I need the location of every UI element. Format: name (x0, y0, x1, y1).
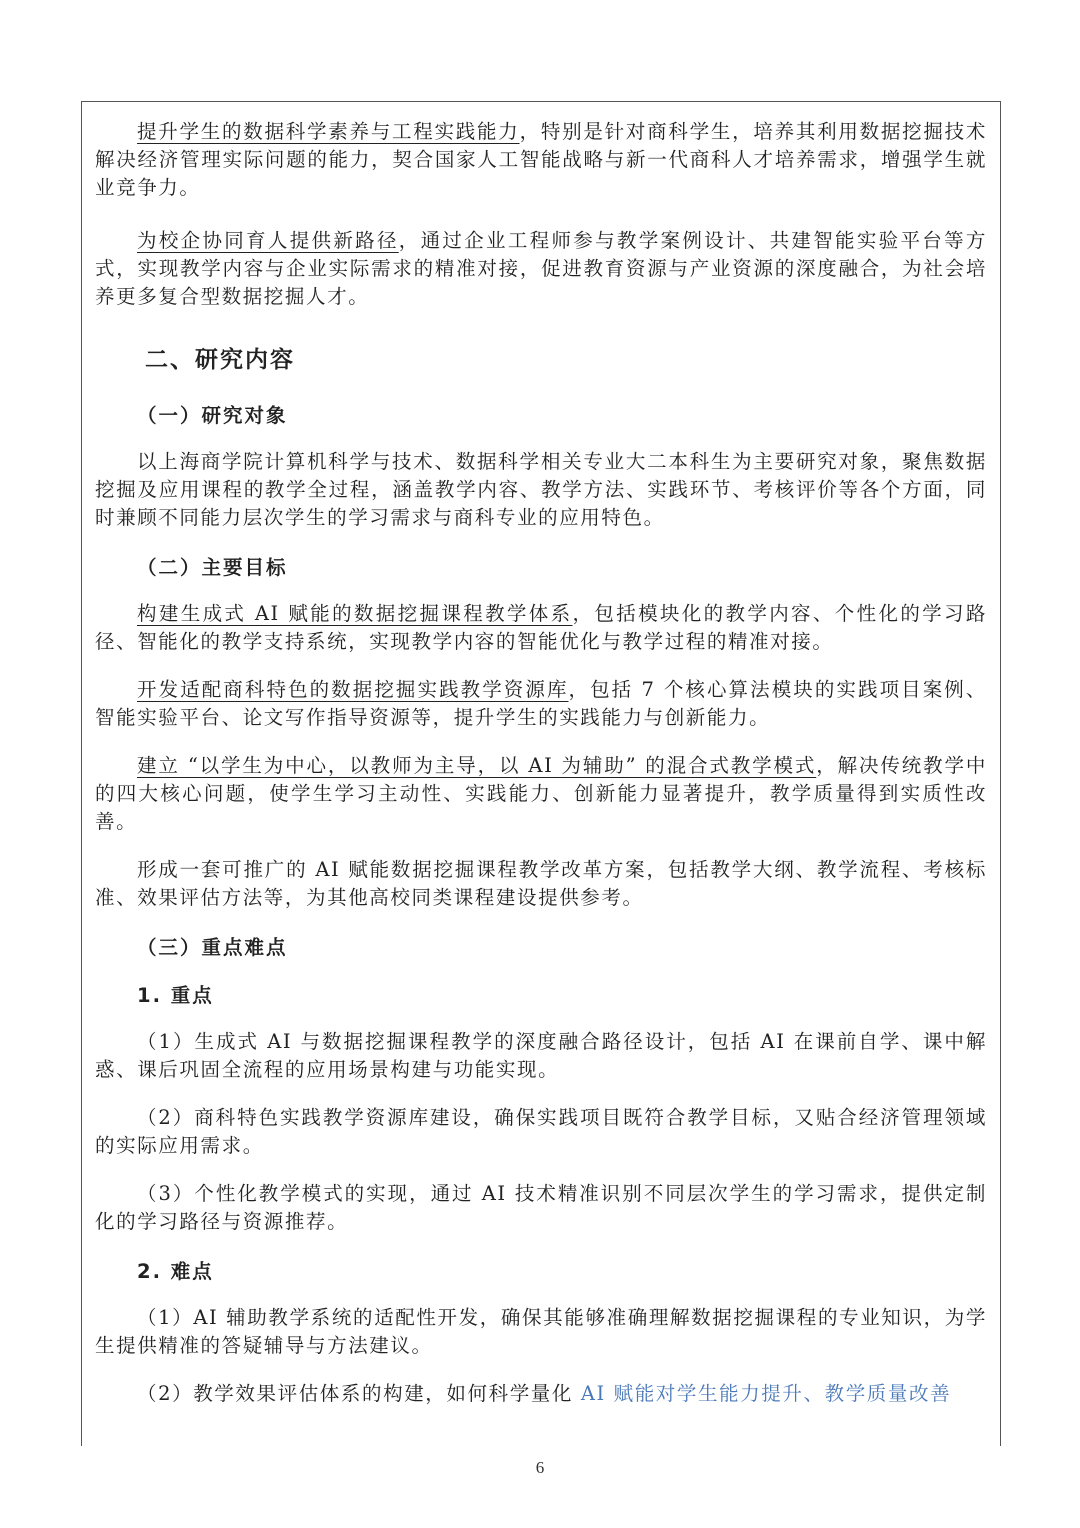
section-title: 二、研究内容 (145, 347, 295, 373)
paragraph-goal-2: 开发适配商科特色的数据挖掘实践教学资源库，包括 7 个核心算法模块的实践项目案例、智能实验平台、论文写作指导资源等，提升学生的实践能力与创新能力。 (95, 678, 987, 729)
paragraph-goal-4: 形成一套可推广的 AI 赋能数据挖掘课程教学改革方案，包括教学大纲、教学流程、考核标准、效果评估方法等，为其他高校同类课程建设提供参考。 (95, 858, 987, 909)
document-body (95, 118, 987, 1408)
paragraph-school-enterprise: 为校企协同育人提供新路径，通过企业工程师参与教学案例设计、共建智能实验平台等方式，实现教学内容与企业实际需求的精准对接，促进教育资源与产业资源的深度融合，为社会培养更多复合型数据挖掘人才。 (95, 229, 988, 308)
underlined-phrase: 提升学生的数据科学素养与工程实践能力 (137, 120, 520, 143)
difficulties-title: 2. 难点 (137, 1260, 214, 1283)
underlined-phrase: 建立 “以学生为中心，以教师为主导，以 AI 为辅助” 的混合式教学模式 (137, 754, 817, 777)
subsection-title-research-object: （一）研究对象 (137, 404, 288, 427)
paragraph-literacy: 提升学生的数据科学素养与工程实践能力，特别是针对商科学生，培养其利用数据挖掘技术解决经济管理实际问题的能力，契合国家人工智能战略与新一代商科人才培养需求，增强学生就业竞争力。 (95, 120, 987, 199)
key-point-1: （1）生成式 AI 与数据挖掘课程教学的深度融合路径设计，包括 AI 在课前自学、课中解惑、课后巩固全流程的应用场景构建与功能实现。 (95, 1030, 987, 1081)
highlighted-text: AI 赋能对学生能力提升、教学质量改善 (580, 1382, 952, 1405)
underlined-phrase: 开发适配商科特色的数据挖掘实践教学资源库 (137, 678, 569, 701)
paragraph-goal-3: 建立 “以学生为中心，以教师为主导，以 AI 为辅助” 的混合式教学模式，解决传统教学中的四大核心问题，使学生学习主动性、实践能力、创新能力显著提升，教学质量得到实质性改善。 (95, 754, 987, 833)
paragraph-goal-1: 构建生成式 AI 赋能的数据挖掘课程教学体系，包括模块化的教学内容、个性化的学习路径、智能化的教学支持系统，实现教学内容的智能优化与教学过程的精准对接。 (95, 602, 987, 653)
subsection-title-key-difficulties: （三）重点难点 (137, 936, 288, 959)
key-point-3: （3）个性化教学模式的实现，通过 AI 技术精准识别不同层次学生的学习需求，提供定制化的学习路径与资源推荐。 (95, 1182, 987, 1233)
difficulty-1: （1）AI 辅助教学系统的适配性开发，确保其能够准确理解数据挖掘课程的专业知识，为学生提供精准的答疑辅导与方法建议。 (95, 1306, 987, 1357)
underlined-phrase: 为校企协同育人提供新路径 (137, 229, 399, 252)
subsection-title-main-goals: （二）主要目标 (137, 556, 288, 579)
key-point-2: （2）商科特色实践教学资源库建设，确保实践项目既符合教学目标，又贴合经济管理领域的实际应用需求。 (95, 1106, 987, 1157)
page-number: 6 (535, 1458, 545, 1477)
underlined-phrase: 构建生成式 AI 赋能的数据挖掘课程教学体系 (137, 602, 573, 625)
paragraph-research-object: 以上海商学院计算机科学与技术、数据科学相关专业大二本科生为主要研究对象，聚焦数据挖掘及应用课程的教学全过程，涵盖教学内容、教学方法、实践环节、考核评价等各个方面，同时兼顾不同能力层次学生的学习需求与商科专业的应用特色。 (95, 450, 987, 529)
key-points-title: 1. 重点 (137, 984, 214, 1007)
difficulty-2: （2）教学效果评估体系的构建，如何科学量化 AI 赋能对学生能力提升、教学质量改善 (137, 1382, 952, 1405)
